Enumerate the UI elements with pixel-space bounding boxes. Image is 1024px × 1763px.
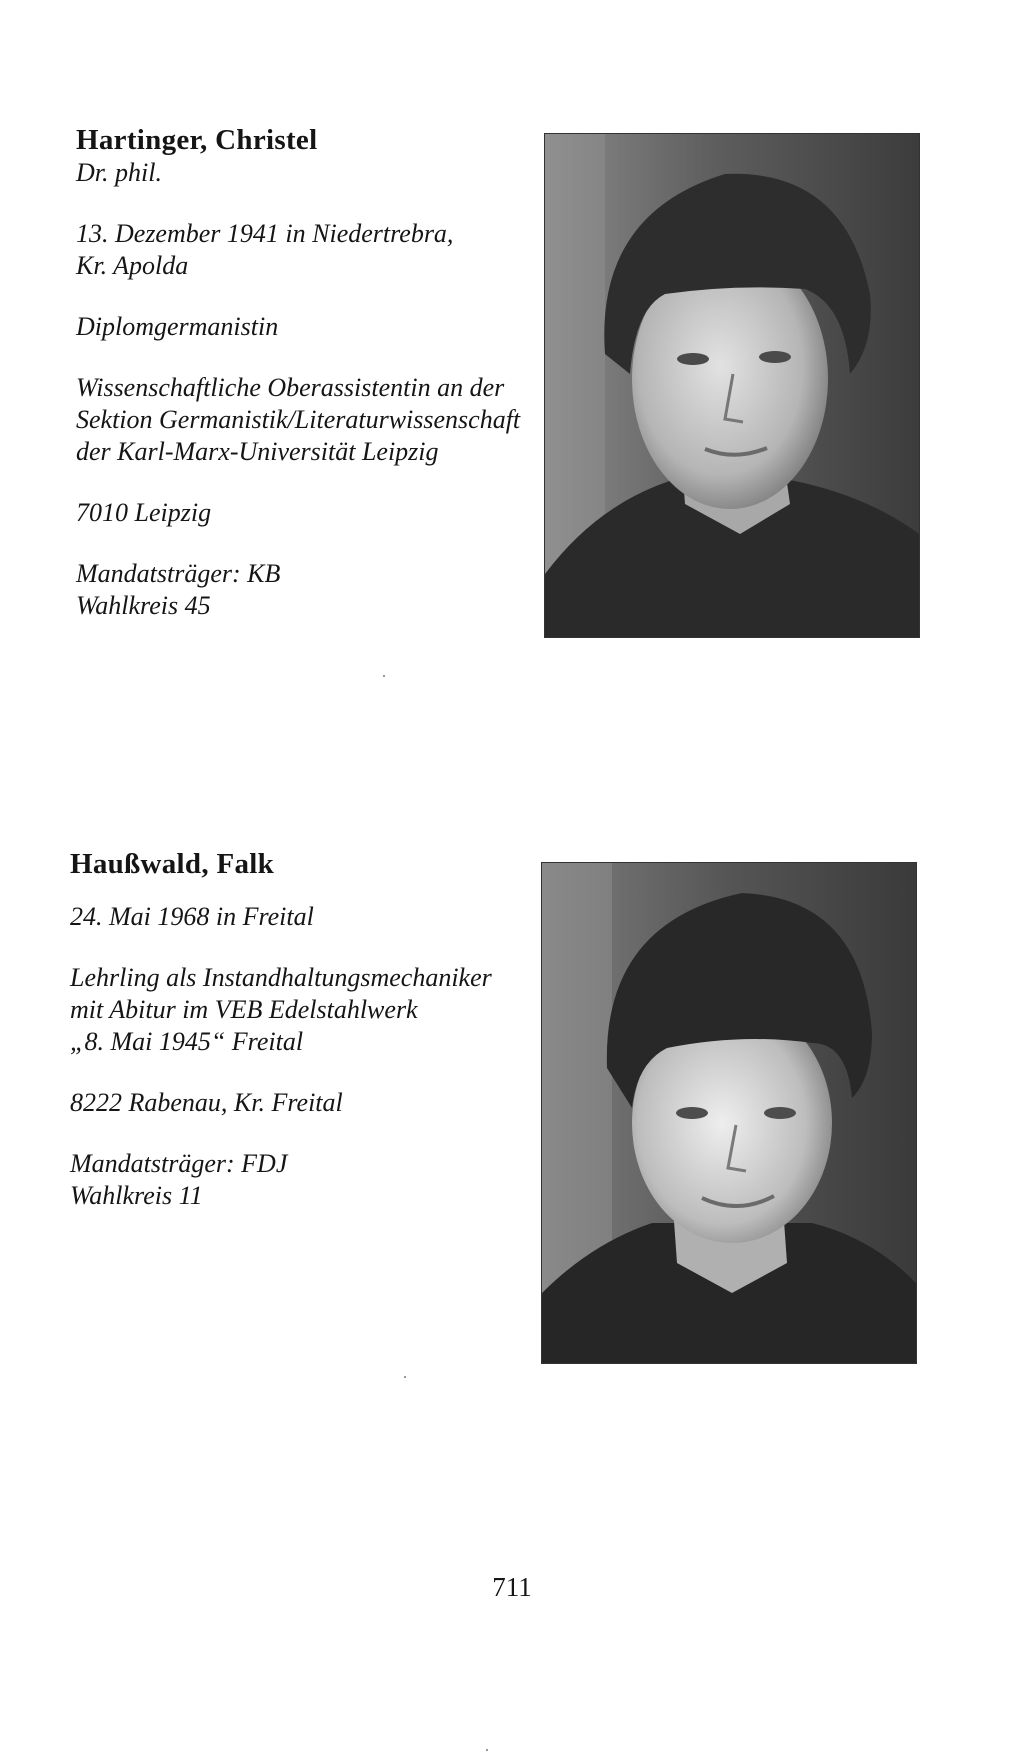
occupation-line: Wissenschaftliche Oberassistentin an der [76, 373, 505, 402]
birth-line: Kr. Apolda [76, 251, 189, 280]
person-name: Haußwald, Falk [70, 848, 275, 880]
speck [383, 675, 385, 677]
constituency-line: Wahlkreis 45 [76, 591, 211, 620]
entry-text [76, 124, 520, 622]
person-name: Hartinger, Christel [76, 124, 318, 156]
portrait-photo-woman [544, 133, 920, 638]
constituency-line: Wahlkreis 11 [70, 1181, 203, 1210]
occupation-line: mit Abitur im VEB Edelstahlwerk [70, 995, 418, 1024]
portrait-photo-man [541, 862, 917, 1364]
residence-line: 8222 Rabenau, Kr. Freital [70, 1088, 343, 1117]
page-number: 711 [492, 1572, 532, 1602]
mandate-line: Mandatsträger: KB [76, 559, 281, 588]
occupation-line: der Karl-Marx-Universität Leipzig [76, 437, 439, 466]
speck [486, 1749, 488, 1751]
occupation-line: „8. Mai 1945“ Freital [70, 1027, 304, 1056]
occupation-line: Sektion Germanistik/Literaturwissenschaft [76, 405, 521, 434]
academic-title: Dr. phil. [76, 158, 162, 187]
occupation-line: Lehrling als Instandhaltungsmechaniker [70, 963, 492, 992]
residence-line: 7010 Leipzig [76, 498, 212, 527]
birth-line: 13. Dezember 1941 in Niedertrebra, [76, 219, 454, 248]
entry-text [70, 848, 492, 1212]
birth-line: 24. Mai 1968 in Freital [70, 902, 314, 931]
mandate-line: Mandatsträger: FDJ [70, 1149, 288, 1178]
education-line: Diplomgermanistin [76, 312, 279, 341]
speck [404, 1376, 406, 1378]
